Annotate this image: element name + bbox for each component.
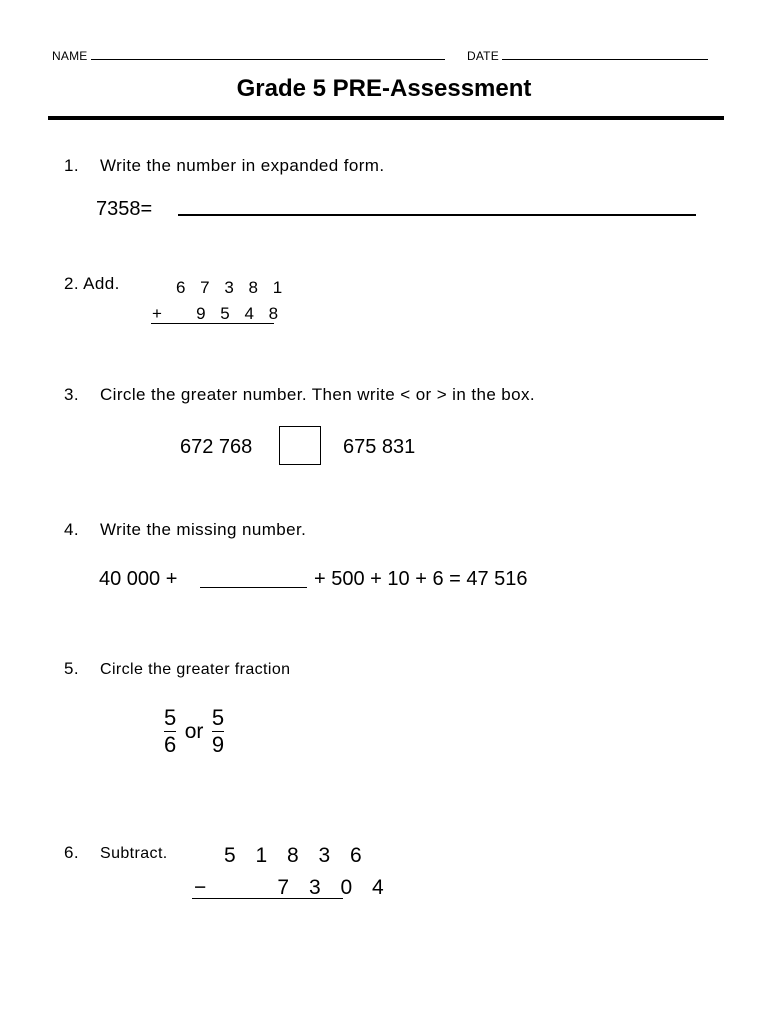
question-6-difference-line	[192, 898, 343, 899]
question-6-subtrahend: − 7 3 0 4	[194, 876, 391, 899]
date-field[interactable]	[467, 46, 708, 63]
question-5-text: Circle the greater fraction	[100, 661, 291, 678]
question-5-number: 5.	[64, 659, 79, 678]
question-2-sum-line	[151, 323, 274, 324]
question-2-number: 2.	[64, 274, 79, 293]
question-2-addend-top: 6 7 3 8 1	[176, 278, 288, 297]
question-1-value: 7358=	[96, 198, 153, 220]
question-3-answer-box[interactable]	[279, 426, 321, 465]
fraction-or-word: or	[184, 719, 204, 743]
name-line[interactable]	[91, 46, 445, 60]
fraction-five-sixths[interactable]	[164, 705, 176, 758]
fraction-2-denominator: 9	[211, 732, 225, 757]
question-4-prompt	[64, 520, 306, 540]
question-4-answer-line[interactable]	[200, 587, 307, 588]
question-1-answer-line[interactable]	[178, 214, 696, 216]
title-divider	[48, 116, 724, 120]
name-label: NAME	[52, 49, 88, 63]
question-1-prompt	[64, 156, 384, 176]
fraction-five-ninths[interactable]	[212, 705, 224, 758]
question-1-number: 1.	[64, 156, 79, 175]
question-4-equation-left: 40 000 +	[99, 568, 178, 590]
question-4-number: 4.	[64, 520, 79, 539]
date-label: DATE	[467, 49, 499, 63]
question-3-prompt	[64, 385, 535, 405]
question-4-text: Write the missing number.	[100, 520, 307, 539]
question-6-minuend: 5 1 8 3 6	[224, 844, 369, 867]
question-6-text: Subtract.	[100, 845, 168, 862]
question-2-text: Add.	[83, 274, 120, 293]
question-3-number: 3.	[64, 385, 79, 404]
question-3-left-number[interactable]: 672 768	[180, 436, 253, 458]
page-title: Grade 5 PRE-Assessment	[236, 75, 532, 102]
question-2-prompt	[64, 274, 120, 294]
question-1-text: Write the number in expanded form.	[100, 156, 385, 175]
date-line[interactable]	[502, 46, 708, 60]
question-6-prompt	[64, 843, 168, 863]
question-6-number: 6.	[64, 843, 79, 862]
fraction-1-denominator: 6	[164, 732, 177, 757]
question-3-text: Circle the greater number. Then write < or > in the box.	[100, 385, 536, 404]
question-4-equation-right: + 500 + 10 + 6 = 47 516	[314, 568, 528, 590]
fraction-1-numerator: 5	[164, 705, 177, 730]
fraction-2-numerator: 5	[211, 705, 225, 730]
question-5-prompt	[64, 659, 290, 679]
question-3-right-number[interactable]: 675 831	[343, 436, 416, 458]
question-2-addend-bottom: + 9 5 4 8	[152, 304, 284, 323]
name-field[interactable]	[52, 46, 445, 63]
question-5-fractions	[164, 705, 224, 758]
